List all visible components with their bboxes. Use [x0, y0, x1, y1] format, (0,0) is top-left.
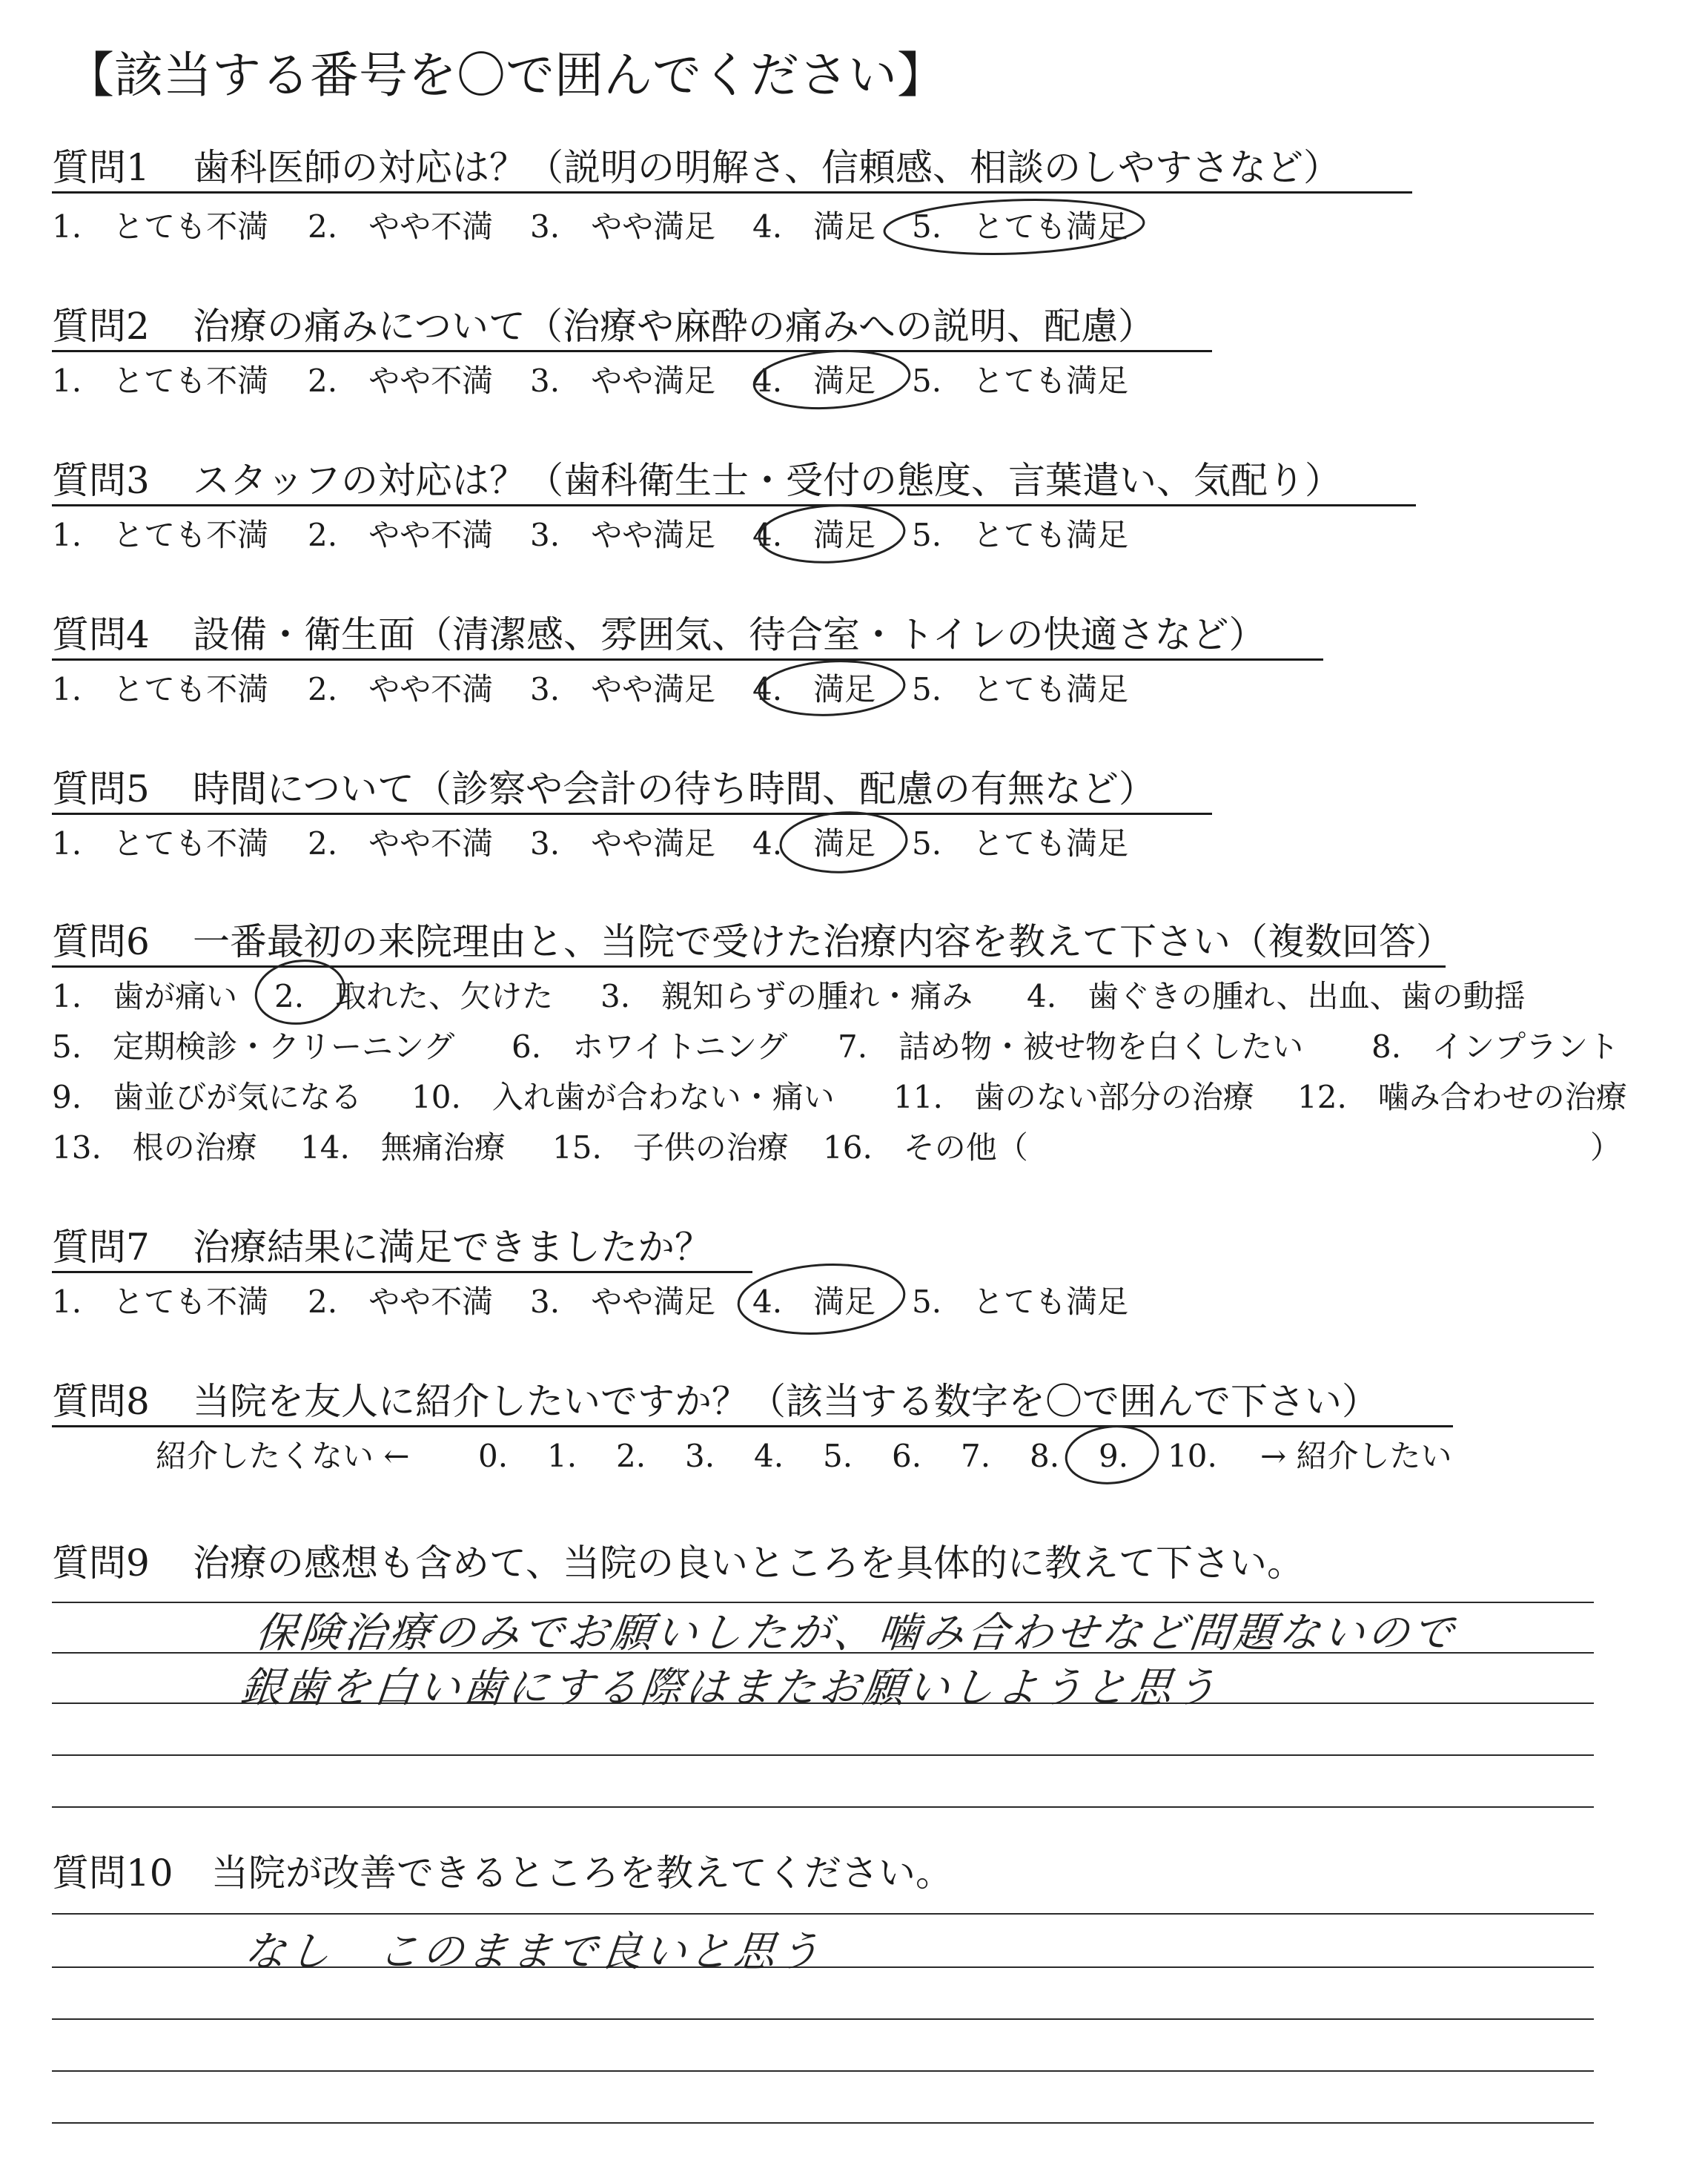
question-text: スタッフの対応は？（歯科衛生士・受付の態度、言葉遣い、気配り） — [193, 459, 1342, 502]
option-2[interactable]: 2. やや不満 — [308, 517, 494, 553]
q8-selection-circle — [1063, 1422, 1160, 1488]
scale-8[interactable]: 8. — [1030, 1438, 1060, 1474]
option-3[interactable]: 3. 親知らずの腫れ・痛み — [600, 978, 973, 1014]
q4-selection-circle — [758, 658, 905, 719]
option-4[interactable]: 4. 満足 — [752, 1284, 876, 1320]
scale-9[interactable]: 9. — [1099, 1438, 1129, 1474]
question-number: 質問3 — [52, 459, 150, 502]
option-4[interactable]: 4. 満足 — [752, 671, 876, 707]
option-5[interactable]: 5. とても満足 — [912, 1284, 1129, 1320]
option-5[interactable]: 5. とても満足 — [912, 363, 1129, 399]
option-3[interactable]: 3. やや満足 — [530, 517, 716, 553]
option-12[interactable]: 12. 噛み合わせの治療 — [1297, 1079, 1627, 1115]
option-2[interactable]: 2. やや不満 — [308, 825, 494, 862]
option-14[interactable]: 14. 無痛治療 — [300, 1129, 506, 1166]
q7-selection-circle — [736, 1259, 907, 1338]
question-text: 当院を友人に紹介したいですか？（該当する数字を〇で囲んで下さい） — [193, 1380, 1379, 1423]
option-10[interactable]: 10. 入れ歯が合わない・痛い — [411, 1079, 835, 1115]
option-6[interactable]: 6. ホワイトニング — [512, 1028, 788, 1065]
q10-handwritten-answer[interactable]: なし このままで良いと思う — [242, 1928, 825, 1976]
option-3[interactable]: 3. やや満足 — [530, 1284, 716, 1320]
question-number: 質問2 — [52, 305, 150, 348]
question-text: 治療の痛みについて（治療や麻酔の痛みへの説明、配慮） — [193, 305, 1155, 348]
option-7[interactable]: 7. 詰め物・被せ物を白くしたい — [838, 1028, 1304, 1065]
question-text: 時間について（診察や会計の待ち時間、配慮の有無など） — [193, 767, 1156, 810]
question-number: 質問1 — [52, 146, 150, 189]
option-3[interactable]: 3. やや満足 — [530, 825, 716, 862]
question-text: 当院が改善できるところを教えてください。 — [211, 1852, 953, 1895]
question-text: 一番最初の来院理由と、当院で受けた治療内容を教えて下さい（複数回答） — [193, 920, 1453, 963]
scale-right-label: → 紹介したい — [1260, 1438, 1452, 1474]
scale-6[interactable]: 6. — [892, 1438, 922, 1474]
question-number: 質問8 — [52, 1380, 150, 1423]
option-16[interactable]: 16. その他（ — [823, 1129, 1028, 1166]
option-2[interactable]: 2. やや不満 — [308, 208, 494, 245]
option-2[interactable]: 2. やや不満 — [308, 1284, 494, 1320]
option-3[interactable]: 3. やや満足 — [530, 208, 716, 245]
option-4[interactable]: 4. 満足 — [752, 825, 876, 862]
other-close-paren: ） — [1590, 1129, 1622, 1166]
option-8[interactable]: 8. インプラント — [1371, 1028, 1620, 1065]
option-1[interactable]: 1. とても不満 — [52, 517, 269, 553]
option-1[interactable]: 1. 歯が痛い — [52, 978, 238, 1014]
scale-1[interactable]: 1. — [547, 1438, 577, 1474]
option-5[interactable]: 5. とても満足 — [912, 208, 1129, 245]
question-text: 設備・衛生面（清潔感、雰囲気、待合室・トイレの快適さなど） — [193, 613, 1266, 656]
option-5[interactable]: 5. とても満足 — [912, 671, 1129, 707]
question-text: 治療結果に満足できましたか？ — [193, 1226, 712, 1269]
scale-2[interactable]: 2. — [616, 1438, 646, 1474]
scale-7[interactable]: 7. — [961, 1438, 991, 1474]
option-2[interactable]: 2. 取れた、欠けた — [274, 978, 554, 1014]
option-3[interactable]: 3. やや満足 — [530, 363, 716, 399]
option-13[interactable]: 13. 根の治療 — [52, 1129, 257, 1166]
option-2[interactable]: 2. やや不満 — [308, 671, 494, 707]
option-1[interactable]: 1. とても不満 — [52, 825, 269, 862]
question-number: 質問10 — [52, 1852, 173, 1895]
option-5[interactable]: 5. とても満足 — [912, 825, 1129, 862]
q5-selection-circle — [779, 810, 908, 876]
scale-left-label: 紹介したくない ← — [156, 1438, 410, 1474]
option-3[interactable]: 3. やや満足 — [530, 671, 716, 707]
question-text: 歯科医師の対応は？（説明の明解さ、信頼感、相談のしやすさなど） — [193, 146, 1340, 189]
question-number: 質問9 — [52, 1542, 150, 1585]
scale-10[interactable]: 10. — [1168, 1438, 1217, 1474]
scale-0[interactable]: 0. — [478, 1438, 509, 1474]
scale-4[interactable]: 4. — [754, 1438, 784, 1474]
option-4[interactable]: 4. 満足 — [752, 517, 876, 553]
q2-selection-circle — [752, 346, 912, 413]
question-text: 治療の感想も含めて、当院の良いところを具体的に教えて下さい。 — [193, 1542, 1304, 1585]
option-4[interactable]: 4. 歯ぐきの腫れ、出血、歯の動揺 — [1027, 978, 1526, 1014]
q9-handwritten-line-2[interactable]: 銀歯を白い歯にする際はまたお願いしようと思う — [238, 1664, 1222, 1712]
scale-3[interactable]: 3. — [685, 1438, 715, 1474]
option-1[interactable]: 1. とても不満 — [52, 208, 269, 245]
option-9[interactable]: 9. 歯並びが気になる — [52, 1079, 363, 1115]
question-number: 質問5 — [52, 767, 150, 810]
option-1[interactable]: 1. とても不満 — [52, 671, 269, 707]
scale-5[interactable]: 5. — [823, 1438, 853, 1474]
option-15[interactable]: 15. 子供の治療 — [552, 1129, 789, 1166]
q3-selection-circle — [758, 502, 906, 566]
q1-selection-circle — [884, 196, 1145, 258]
option-2[interactable]: 2. やや不満 — [308, 363, 494, 399]
option-1[interactable]: 1. とても不満 — [52, 1284, 269, 1320]
option-5[interactable]: 5. 定期検診・クリーニング — [52, 1028, 455, 1065]
question-number: 質問7 — [52, 1226, 150, 1269]
option-5[interactable]: 5. とても満足 — [912, 517, 1129, 553]
question-number: 質問6 — [52, 920, 150, 963]
q6-selection-circle — [252, 955, 349, 1029]
question-number: 質問4 — [52, 613, 150, 656]
option-11[interactable]: 11. 歯のない部分の治療 — [893, 1079, 1254, 1115]
instruction-heading: 【該当する番号を〇で囲んでください】 — [65, 47, 946, 104]
option-4[interactable]: 4. 満足 — [752, 208, 876, 245]
option-1[interactable]: 1. とても不満 — [52, 363, 269, 399]
option-4[interactable]: 4. 満足 — [752, 363, 876, 399]
q9-handwritten-line-1[interactable]: 保険治療のみでお願いしたが、噛み合わせなど問題ないので — [253, 1609, 1459, 1657]
